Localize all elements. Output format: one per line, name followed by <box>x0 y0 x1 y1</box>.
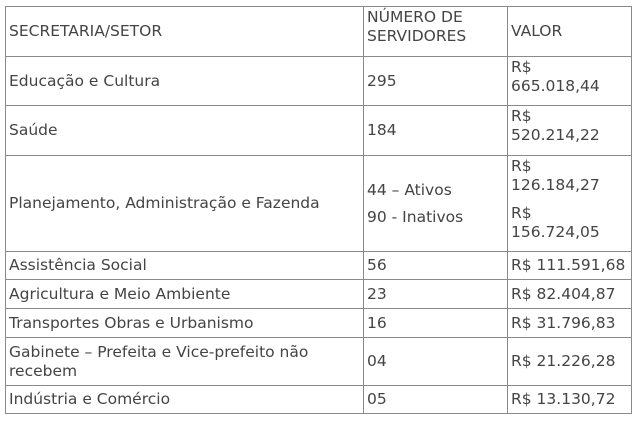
table-row <box>6 309 632 338</box>
header-servidores <box>364 7 508 57</box>
cell-setor: Assistência Social <box>6 252 364 280</box>
cell-servidores: 16 <box>364 309 508 338</box>
valor-amount: 126.184,27 <box>511 176 600 194</box>
table-row <box>6 386 632 414</box>
cell-setor: Agricultura e Meio Ambiente <box>6 280 364 309</box>
table-row <box>6 106 632 156</box>
cell-servidores <box>364 156 508 252</box>
cell-servidores: 56 <box>364 252 508 280</box>
cell-valor <box>508 106 632 156</box>
cell-servidores: 184 <box>364 106 508 156</box>
cell-valor: R$ 111.591,68 <box>508 252 632 280</box>
cell-setor: Planejamento, Administração e Fazenda <box>6 156 364 252</box>
cell-servidores: 23 <box>364 280 508 309</box>
servidores-inativos: 90 - Inativos <box>367 207 464 226</box>
header-valor-label: VALOR <box>511 22 563 40</box>
header-valor <box>508 7 632 57</box>
valor-currency: R$ <box>511 58 532 76</box>
cell-valor: R$ 82.404,87 <box>508 280 632 309</box>
header-servidores-line2: SERVIDORES <box>367 27 467 45</box>
cell-setor: Transportes Obras e Urbanismo <box>6 309 364 338</box>
header-setor-label: SECRETARIA/SETOR <box>9 22 163 40</box>
table-row <box>6 156 632 252</box>
table-header-row <box>6 7 632 57</box>
valor-currency: R$ <box>511 204 532 222</box>
valor-amount: 520.214,22 <box>511 126 600 144</box>
cell-valor: R$ 21.226,28 <box>508 338 632 386</box>
setor-line1: Gabinete – Prefeita e Vice-prefeito não <box>9 342 309 361</box>
valor-currency: R$ <box>511 157 532 175</box>
valor-currency: R$ <box>511 107 532 125</box>
cell-valor: R$ 31.796,83 <box>508 309 632 338</box>
cell-setor: Saúde <box>6 106 364 156</box>
cell-valor <box>508 57 632 106</box>
cell-setor: Educação e Cultura <box>6 57 364 106</box>
cell-setor: Indústria e Comércio <box>6 386 364 414</box>
cell-valor <box>508 156 632 252</box>
header-setor <box>6 7 364 57</box>
cell-servidores: 295 <box>364 57 508 106</box>
cell-valor: R$ 13.130,72 <box>508 386 632 414</box>
setor-line2: recebem <box>9 361 78 380</box>
table-row <box>6 57 632 106</box>
cell-setor <box>6 338 364 386</box>
servidores-ativos: 44 – Ativos <box>367 180 452 199</box>
valor-amount: 156.724,05 <box>511 223 600 241</box>
cell-servidores: 05 <box>364 386 508 414</box>
cell-servidores: 04 <box>364 338 508 386</box>
table-row <box>6 252 632 280</box>
valor-amount: 665.018,44 <box>511 77 600 95</box>
table-row <box>6 338 632 386</box>
salary-table <box>5 6 632 414</box>
header-servidores-line1: NÚMERO DE <box>367 8 463 26</box>
table-row <box>6 280 632 309</box>
